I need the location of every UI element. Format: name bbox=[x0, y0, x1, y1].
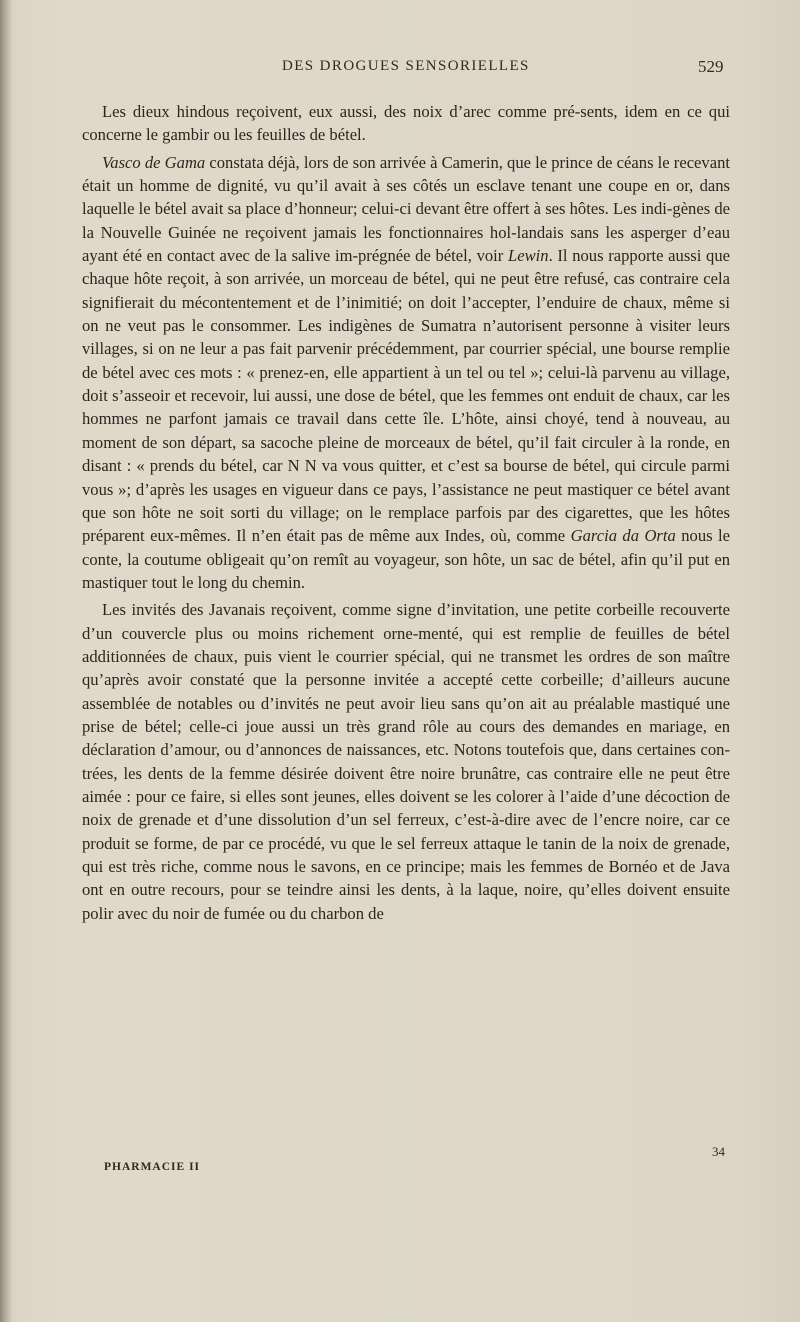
paragraph-text: . Il nous rapporte aussi que chaque hôte reçoit, à son arrivée, un morceau de bétel, qui ne peut être refusé, cas contraire cela signifierait du mécontentement et de l’inimitié; on doit l’accepter, l’enduire de chaux, même si on ne veut pas le consommer. Les indigènes de Sumatra n’autorisent personne à visiter leurs villages, si on ne leur a pas fait parvenir précédemment, par courrier spécial, une bourse remplie de bétel avec ces mots : « prenez-en, elle appartient à un tel ou tel »; celui-là parvenu au village, doit s’asseoir et recevoir, lui aussi, une dose de bétel, que les femmes ont enduit de chaux, car les hommes ne parfont jamais ce travail dans cette île. L’hôte, ainsi choyé, tend à nouveau, au moment de son départ, sa sacoche pleine de morceaux de bétel, qu’il fait circuler à la ronde, en disant : « prends du bétel, car N N va vous quitter, et c’est sa bourse de bétel, qui circule parmi vous »; d’après les usages en vigueur dans ce pays, l’assistance ne peut mastiquer ce bétel avant que son hôte ne soit sorti du village; on le remplace parfois par des cigarettes, que les hôtes préparent eux-mêmes. Il n’en était pas de même aux Indes, où, comme bbox=[82, 246, 730, 546]
page-binding-edge bbox=[0, 0, 12, 1322]
paragraph-text: constata déjà, lors de son arrivée à Camerin, que le prince de céans le recevant était un homme de dignité, vu qu’il avait à ses côtés un esclave tenant une coupe en or, dans laquelle le bétel avait sa place d’honneur; celui-ci devant être offert à ses hôtes. Les indi-gènes de la Nouvelle Guinée ne reçoivent jamais les fonctionnaires hol-landais sans les asperger d’eau ayant été en contact avec de la salive im-prégnée de bétel, voir bbox=[82, 152, 730, 266]
running-title: DES DROGUES SENSORIELLES bbox=[282, 58, 530, 74]
signature-number: 34 bbox=[712, 1144, 725, 1159]
paragraph-text: nous le conte, la coutume obligeait qu’on remît au voyageur, son hôte, un sac de bétel, afin qu’il put en mastiquer tout le long du chemin. bbox=[82, 526, 730, 592]
body-text bbox=[82, 100, 730, 925]
person-name-garcia-da-orta: Garcia da Orta bbox=[570, 526, 676, 546]
person-name-lewin: Lewin bbox=[507, 246, 549, 266]
paragraph bbox=[82, 100, 730, 147]
paragraph bbox=[82, 598, 730, 925]
paragraph bbox=[82, 151, 730, 595]
signature-label: PHARMACIE II bbox=[104, 1161, 201, 1173]
page-number: 529 bbox=[698, 57, 724, 76]
running-header bbox=[0, 58, 800, 78]
paragraph-text: Les invités des Javanais reçoivent, comme signe d’invitation, une petite corbeille recouverte d’un couvercle plus ou moins richement orne-menté, qui est remplie de feuilles de bétel additionnées de chaux, puis vient le courrier spécial, qui ne transmet les ordres de son maître qu’après avoir constaté que la personne invitée a accepté cette corbeille; d’ailleurs aucune assemblée de notables ou d’invités ne peut avoir lieu sans qu’on ait au préalable mastiqué une prise de bétel; celle-ci joue aussi un très grand rôle au cours des demandes en mariage, en déclaration d’amour, ou d’annonces de naissances, etc. Notons toutefois que, dans certaines con-trées, les dents de la femme désirée doivent être noire brunâtre, cas contraire elle ne peut être aimée : pour ce faire, si elles sont jeunes, elles doivent se les colorer à l’aide d’une décoction de noix de grenade et d’une dissolution d’un sel ferreux, c’est-à-dire avec de l’encre noire, car ce produit se forme, de par ce procédé, vu que le sel ferreux attaque le tanin de la noix de grenade, qui est très riche, comme nous le savons, en ce principe; mais les femmes de Bornéo et de Java ont en outre recours, pour se teindre ainsi les dents, à la laque, noire, qu’elles doivent ensuite polir avec du noir de fumée ou du charbon de bbox=[82, 600, 730, 923]
person-name-vasco-de-gama: Vasco de Gama bbox=[102, 152, 206, 172]
paragraph-text: Les dieux hindous reçoivent, eux aussi, des noix d’arec comme pré-sents, idem en ce qui concerne le gambir ou les feuilles de bétel. bbox=[82, 102, 730, 145]
